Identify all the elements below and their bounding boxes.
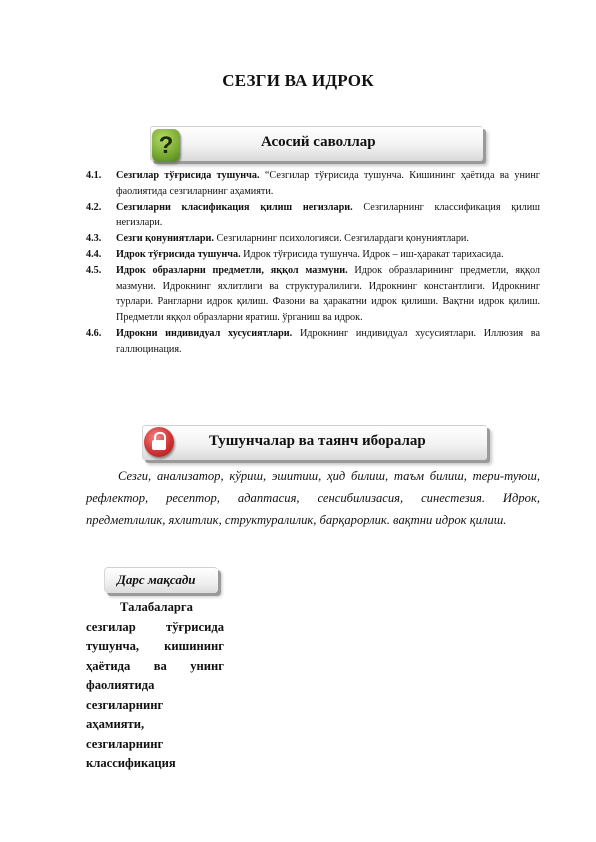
terms-paragraph: Сезги, анализатор, кўриш, эшитиш, ҳид билиш, таъм билиш, тери-туюш, рефлектор, ресептор, адаптасия, сенсибилизасия, синестезия. Идрок, предметлилик, яхлитлик, структуралилик, барқарорлик. вақтни идрок қилиш. — [86, 469, 540, 527]
question-item — [86, 247, 540, 263]
question-number: 4.6. — [86, 327, 102, 339]
questions-list — [86, 168, 540, 358]
goal-line: тушунча, кишининг — [86, 639, 224, 653]
question-item — [86, 168, 540, 200]
question-text: Сезгиларнинг классификация қилиш негизлари. — [116, 201, 540, 229]
question-text: “Сезгилар тўғрисида тушунча. Кишининг ҳаётида ва унинг фаолиятида сезгиларнинг аҳамияти. — [116, 170, 540, 197]
question-heading: Сезгиларни класификация қилиш негизлари. — [116, 201, 353, 213]
goal-line: Талабаларга — [120, 600, 193, 614]
question-number: 4.2. — [86, 201, 102, 213]
question-heading: Идрок образларни предметли, яққол мазмуни. — [116, 264, 348, 276]
goal-line: фаолиятида — [86, 678, 155, 692]
question-text: Идрок тўғрисида тушунча. Идрок – иш-ҳаракат тарихасида. — [240, 248, 504, 260]
terms-banner-label: Тушунчалар ва таянч иборалар — [209, 433, 426, 449]
question-number: 4.5. — [86, 264, 102, 276]
goal-line: сезгиларнинг — [86, 736, 164, 751]
question-mark-icon: ? — [152, 129, 180, 162]
question-heading: Сезги қонуниятлари. — [116, 233, 214, 245]
question-number: 4.4. — [86, 248, 102, 260]
lock-icon — [144, 427, 174, 457]
question-item — [86, 326, 540, 358]
questions-banner — [150, 126, 483, 161]
goal-line: сезгилар тўғрисида — [86, 619, 224, 634]
question-number: 4.1. — [86, 170, 102, 181]
question-item — [86, 231, 540, 247]
goal-line: ҳаётида ва унинг — [86, 658, 224, 673]
goal-line: аҳамияти, — [86, 717, 145, 731]
question-item — [86, 200, 540, 232]
goal-banner — [104, 567, 218, 593]
question-heading: Идрок тўғрисида тушунча. — [116, 248, 241, 260]
question-heading: Идрокни индивидуал хусусиятлари. — [116, 327, 293, 339]
goal-paragraph — [86, 598, 224, 774]
question-text: Идрок образларининг предметли, яққол мазмуни. Идрокнинг яхлитлиги ва структуралилиги. Идрокнинг константлиги. Идрокнинг турлари. Рангларни идрок қилиш. Фазони ва ҳаракатни идрок қилиши. Вақтни идрок қилиш. Предметли яққол образларни яратиш. ўрганиш ва идрок. — [116, 264, 540, 324]
questions-banner-label: Асосий саволлар — [261, 134, 376, 150]
question-item — [86, 263, 540, 326]
goal-line: классификация — [86, 756, 176, 770]
question-text: Идрокнинг индивидуал хусусиятлари. Иллюзия ва галлюцинация. — [116, 327, 540, 355]
question-heading: Сезгилар тўғрисида тушунча. — [116, 170, 260, 181]
goal-line: сезгиларнинг — [86, 697, 164, 712]
page-title: СЕЗГИ ВА ИДРОК — [222, 71, 374, 90]
goal-banner-label: Дарс мақсади — [117, 572, 196, 587]
question-number: 4.3. — [86, 233, 102, 245]
question-text: Сезгиларнинг психологияси. Сезгилардаги қонуниятлари. — [213, 233, 469, 245]
terms-banner — [142, 425, 487, 460]
